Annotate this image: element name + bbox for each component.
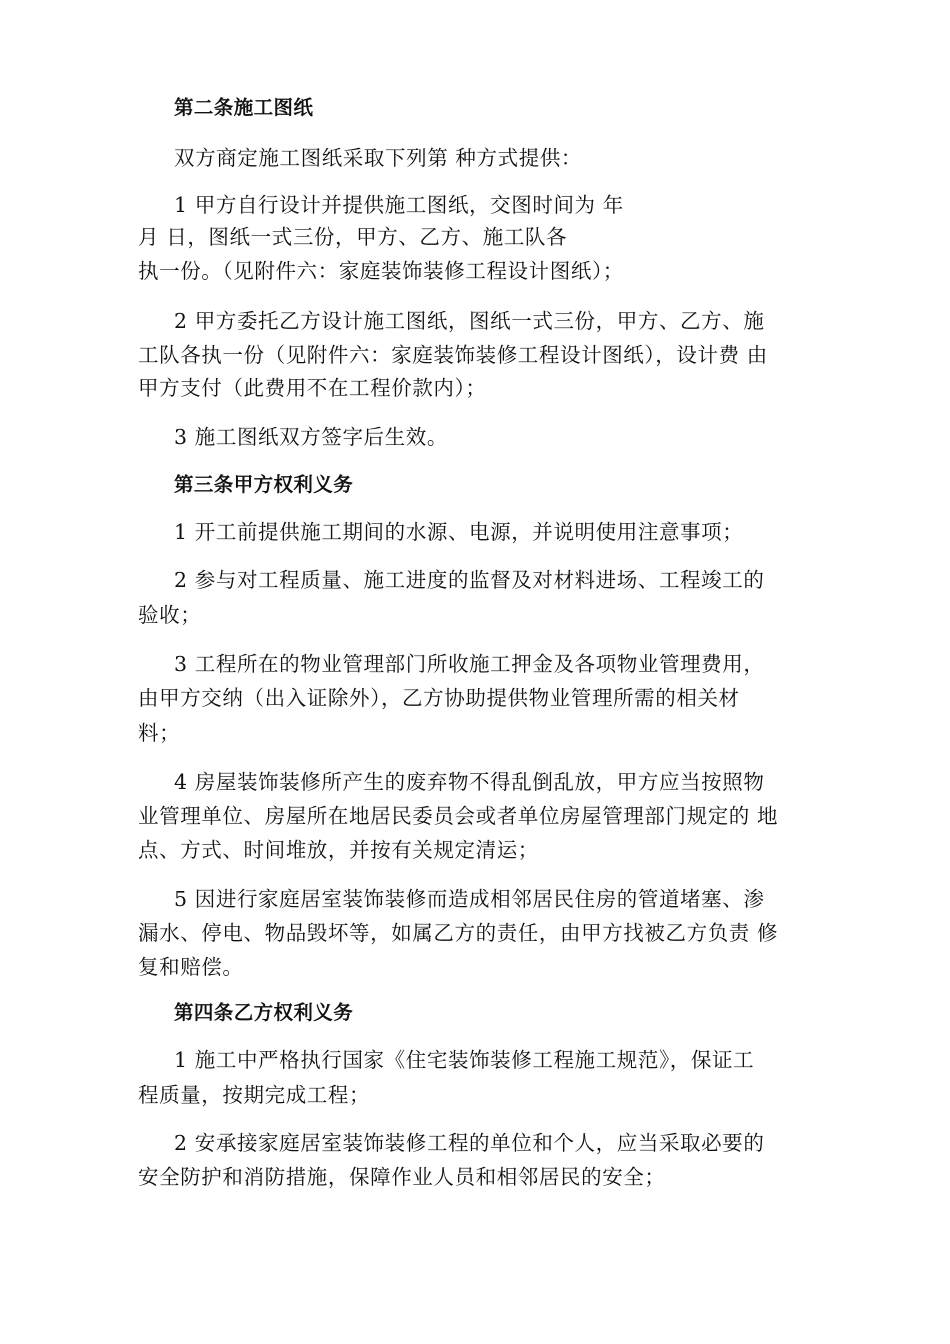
paragraph-line: 双方商定施工图纸采取下列第 种方式提供： — [174, 146, 583, 170]
paragraph-line: 3 施工图纸双方签字后生效。 — [174, 425, 448, 449]
paragraph-line: 2 安承接家庭居室装饰装修工程的单位和个人，应当采取必要的 — [174, 1131, 765, 1155]
paragraph-line: 月 日，图纸一式三份，甲方、乙方、施工队各 — [138, 225, 568, 249]
paragraph-line: 验收； — [138, 603, 202, 627]
paragraph-line: 2 甲方委托乙方设计施工图纸，图纸一式三份，甲方、乙方、施 — [174, 309, 765, 333]
section-heading-3: 第三条甲方权利义务 — [174, 473, 354, 496]
paragraph-line: 程质量，按期完成工程； — [138, 1083, 371, 1107]
section-heading-2: 第二条施工图纸 — [174, 96, 314, 119]
paragraph-line: 执一份。（见附件六：家庭装饰装修工程设计图纸）； — [138, 259, 624, 283]
paragraph-line: 料； — [138, 721, 181, 745]
paragraph-line: 点、方式、时间堆放，并按有关规定清运； — [138, 838, 539, 862]
paragraph-line: 漏水、停电、物品毁坏等，如属乙方的责任，由甲方找被乙方负责 修 — [138, 921, 779, 945]
paragraph-line: 5 因进行家庭居室装饰装修而造成相邻居民住房的管道堵塞、渗 — [174, 887, 765, 911]
paragraph-line: 1 甲方自行设计并提供施工图纸，交图时间为 年 — [174, 193, 624, 217]
paragraph-line: 甲方支付（此费用不在工程价款内）； — [138, 376, 487, 400]
paragraph-line: 业管理单位、房屋所在地居民委员会或者单位房屋管理部门规定的 地 — [138, 804, 779, 828]
paragraph-line: 2 参与对工程质量、施工进度的监督及对材料进场、工程竣工的 — [174, 568, 765, 592]
paragraph-line: 3 工程所在的物业管理部门所收施工押金及各项物业管理费用， — [174, 652, 765, 676]
paragraph-line: 复和赔偿。 — [138, 955, 244, 979]
paragraph-line: 安全防护和消防措施，保障作业人员和相邻居民的安全； — [138, 1165, 666, 1189]
paragraph-line: 1 施工中严格执行国家《住宅装饰装修工程施工规范》，保证工 — [174, 1048, 755, 1072]
paragraph-line: 4 房屋装饰装修所产生的废弃物不得乱倒乱放，甲方应当按照物 — [174, 770, 765, 794]
paragraph-line: 由甲方交纳（出入证除外），乙方协助提供物业管理所需的相关材 — [138, 686, 740, 710]
paragraph-line: 1 开工前提供施工期间的水源、电源，并说明使用注意事项； — [174, 520, 744, 544]
section-heading-4: 第四条乙方权利义务 — [174, 1001, 354, 1024]
paragraph-line: 工队各执一份（见附件六：家庭装饰装修工程设计图纸），设计费 由 — [138, 343, 768, 367]
